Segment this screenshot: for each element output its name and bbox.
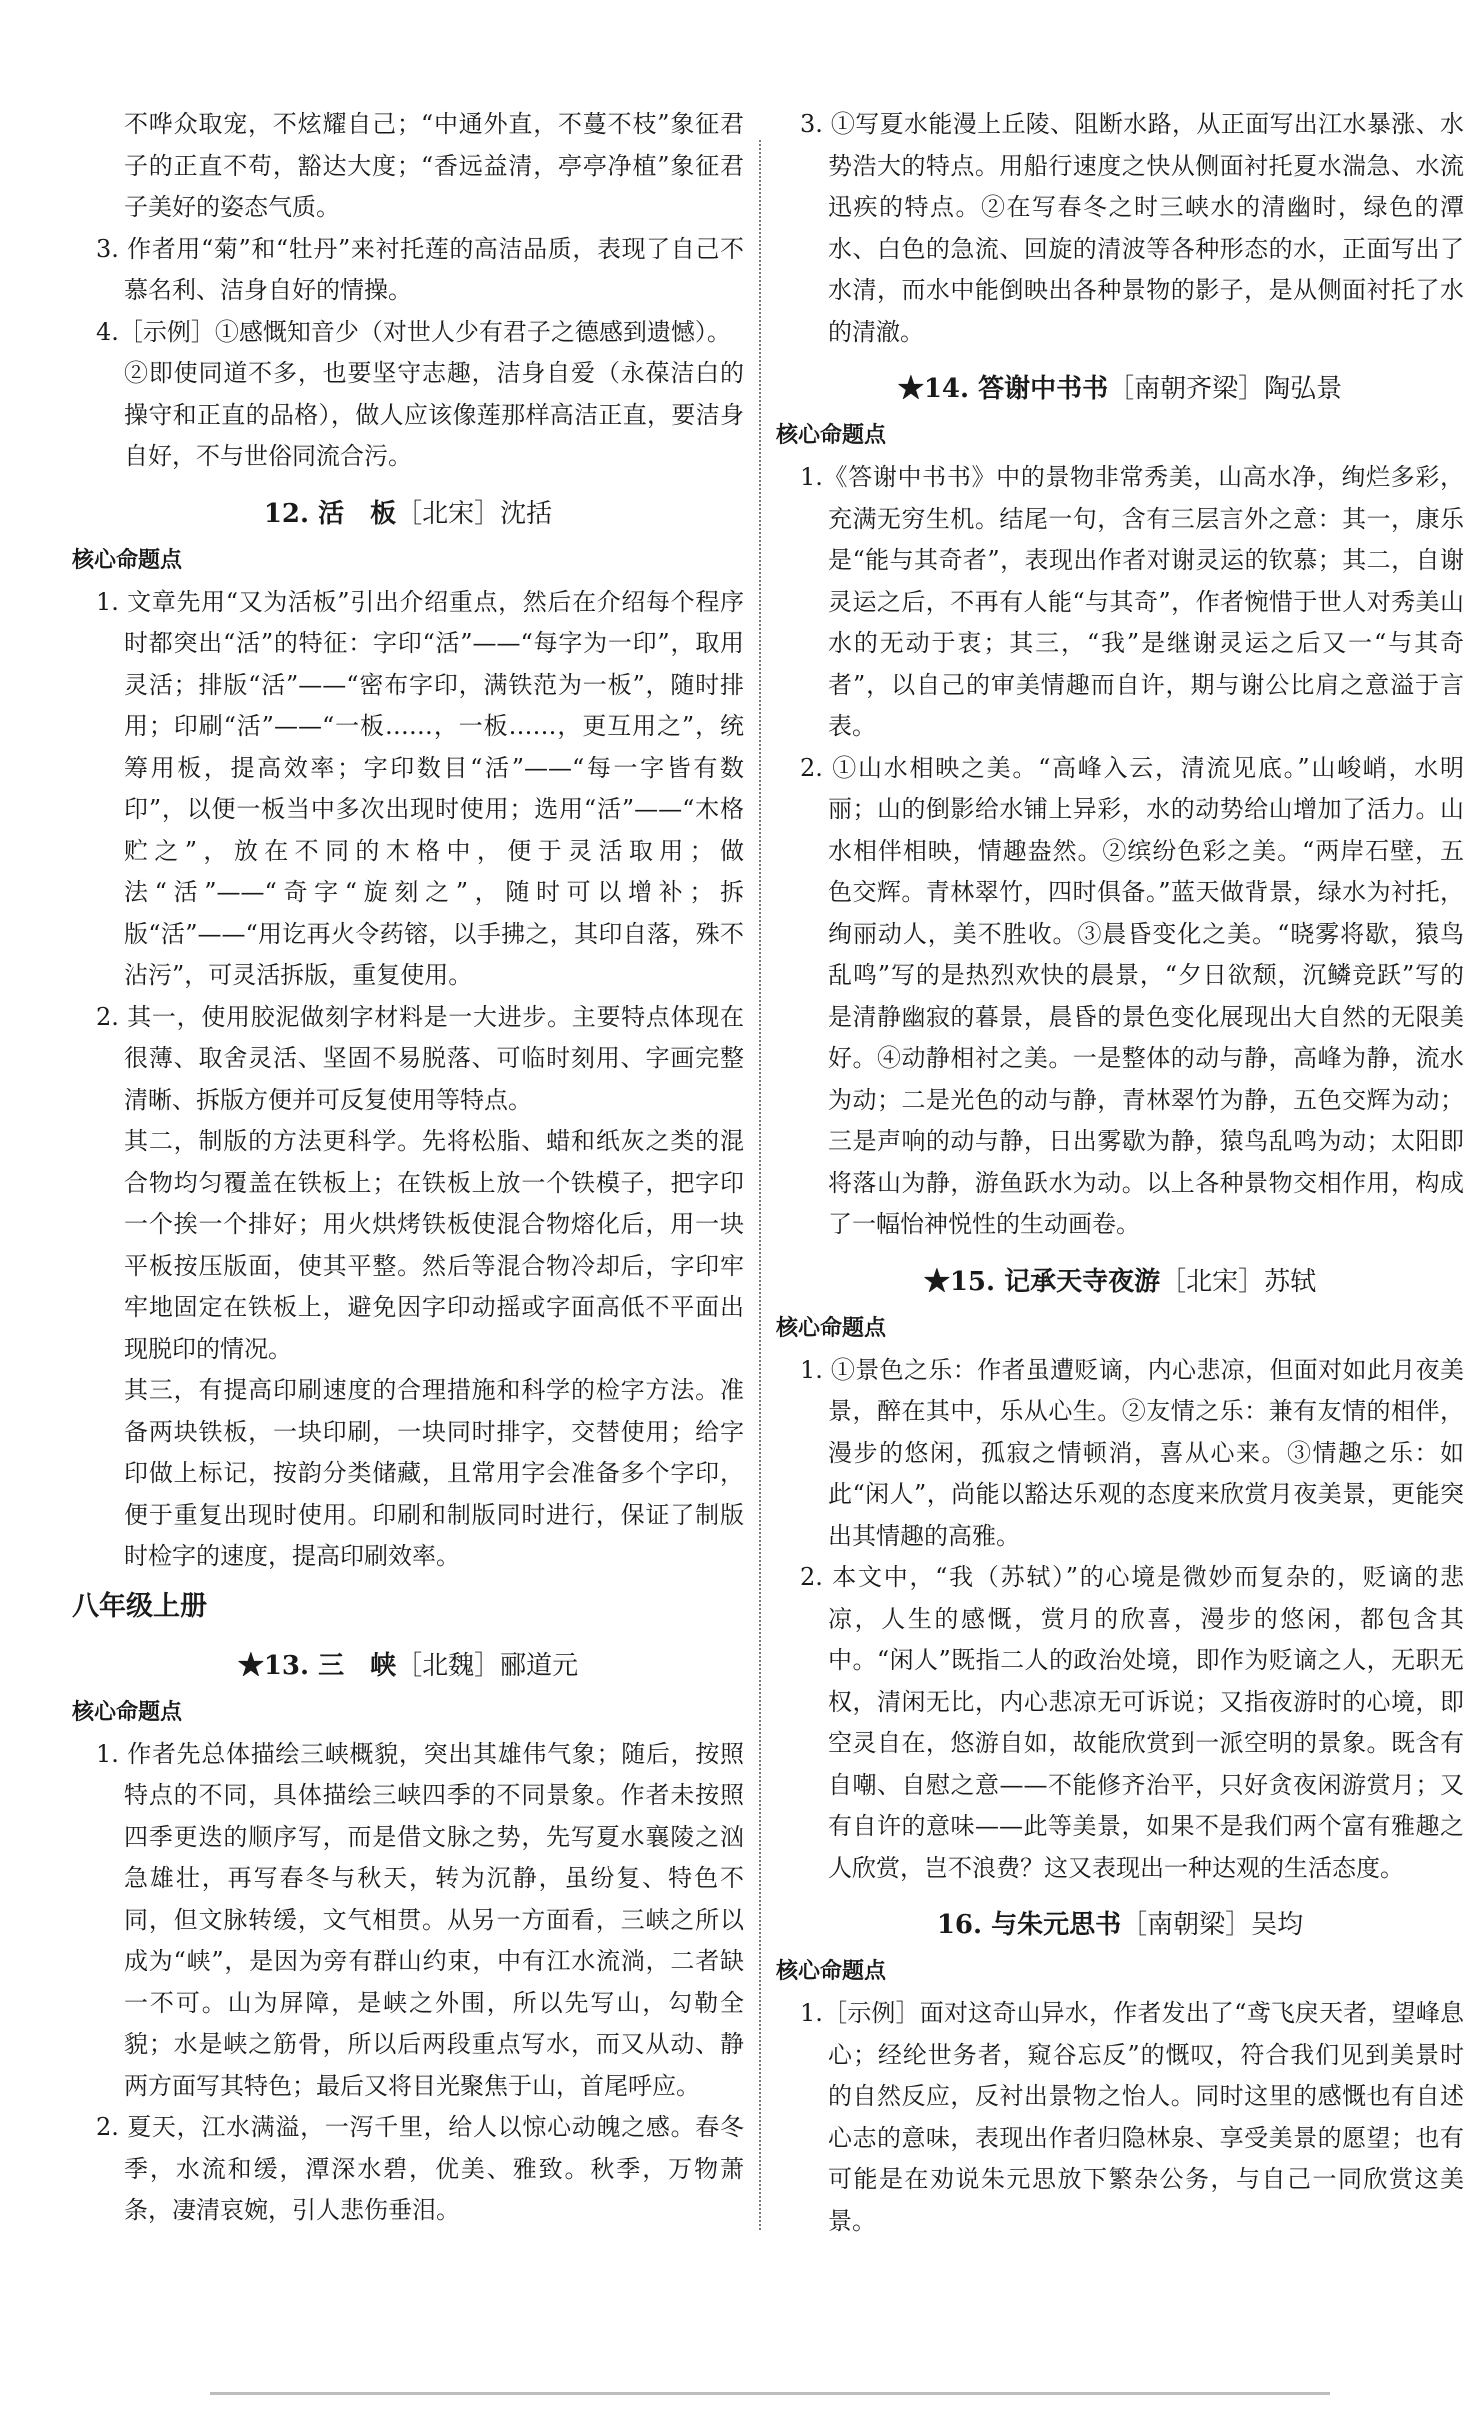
section-13-title: ★13. 三 峡 xyxy=(237,1650,397,1681)
section-12-title-row xyxy=(72,492,744,536)
section-16-title: 16. 与朱元思书 xyxy=(936,1910,1122,1940)
section-13-item-1: 1. 作者先总体描绘三峡概貌，突出其雄伟气象；随后，按照特点的不同，具体描绘三峡四季的不同景象。作者未按照四季更迭的顺序写，而是借文脉之势，先写夏水襄陵之汹急雄壮，再写春冬与秋天，转为沉静，虽纷复、特色不同，但文脉转缓，文气相贯。从另一方面看，三峡之所以成为“峡”，是因为旁有群山约束，中有江水流淌，二者缺一不可。山为屏障，是峡之外围，所以先写山，勾勒全貌；水是峡之筋骨，所以后两段重点写水，而又从动、静两方面写其特色；最后又将目光聚焦于山，首尾呼应。 xyxy=(96,1739,744,2100)
section-14-author: ［南朝齐梁］陶弘景 xyxy=(1108,374,1343,404)
section-12-item-2b: 其二，制版的方法更科学。先将松脂、蜡和纸灰之类的混合物均匀覆盖在铁板上；在铁板上放一个铁模子，把字印一个挨一个排好；用火烘烤铁板使混合物熔化后，用一块平板按压版面，使其平整。然后等混合物冷却后，字印牢牢地固定在铁板上，避免因字印动摇或字面高低不平面出现脱印的情况。 xyxy=(124,1127,744,1363)
section-16-subheading: 核心命题点 xyxy=(776,1959,887,1984)
intro-item-4a: 4.［示例］①感慨知音少（对世人少有君子之德感到遗憾）。 xyxy=(96,317,731,346)
section-15-author: ［北宋］苏轼 xyxy=(1160,1266,1317,1297)
left-column xyxy=(72,104,744,2304)
section-14-item-2: 2. ①山水相映之美。“高峰入云，清流见底。”山峻峭，水明丽；山的倒影给水铺上异彩，水的动势给山增加了活力。山水相伴相映，情趣盎然。②缤纷色彩之美。“两岸石壁，五色交辉。青林翠竹，四时俱备。”蓝天做背景，绿水为衬托，绚丽动人，美不胜收。③晨昏变化之美。“晓雾将歇，猿鸟乱鸣”写的是热烈欢快的晨景，“夕日欲颓，沉鳞竞跃”写的是清静幽寂的暮景，晨昏的景色变化展现出大自然的无限美好。④动静相衬之美。一是整体的动与静，高峰为静，流水为动；二是光色的动与静，青林翠竹为静，五色交辉为动；三是声响的动与静，日出雾歇为静，猿鸟乱鸣为动；太阳即将落山为静，游鱼跃水为动。以上各种景物交相作用，构成了一幅怡神悦性的生动画卷。 xyxy=(800,753,1464,1238)
section-12-item-2: 2. 其一，使用胶泥做刻字材料是一大进步。主要特点体现在很薄、取舍灵活、坚固不易脱落、可临时刻用、字画完整清晰、拆版方便并可反复使用等特点。 xyxy=(96,1002,744,1114)
section-14-subheading: 核心命题点 xyxy=(776,423,887,448)
section-14-item-1: 1.《答谢中书书》中的景物非常秀美，山高水净，绚烂多彩，充满无穷生机。结尾一句，含有三层言外之意：其一，康乐是“能与其奇者”，表现出作者对谢灵运的钦慕；其二，自谢灵运之后，不再有人能“与其奇”，作者惋惜于世人对秀美山水的无动于衷；其三，“我”是继谢灵运之后又一“与其奇者”，以自己的审美情趣而自许，期与谢公比肩之意溢于言表。 xyxy=(800,463,1464,740)
intro-paragraph: 不哗众取宠，不炫耀自己；“中通外直，不蔓不枝”象征君子的正直不苟，豁达大度；“香远益清，亭亭净植”象征君子美好的姿态气质。 xyxy=(124,110,744,221)
section-15-subheading: 核心命题点 xyxy=(776,1315,887,1341)
intro-item-3: 3. 作者用“菊”和“牡丹”来衬托莲的高洁品质，表现了自己不慕名利、洁身自好的情操。 xyxy=(96,234,744,304)
section-15-item-1: 1. ①景色之乐：作者虽遭贬谪，内心悲凉，但面对如此月夜美景，醉在其中，乐从心生。②友情之乐：兼有友情的相伴，漫步的悠闲，孤寂之情顿消，喜从心来。③情趣之乐：如此“闲人”，尚能以豁达乐观的态度来欣赏月夜美景，更能突出其情趣的高雅。 xyxy=(800,1355,1464,1550)
right-column xyxy=(776,104,1464,2304)
section-15-item-2: 2. 本文中，“我（苏轼）”的心境是微妙而复杂的，贬谪的悲凉，人生的感慨，赏月的欣喜，漫步的悠闲，都包含其中。“闲人”既指二人的政治处境，即作为贬谪之人，无职无权，清闲无比，内心悲凉无可诉说；又指夜游时的心境，即空灵自在，悠游自如，故能欣赏到一派空明的景象。既含有自嘲、自慰之意——不能修齐治平，只好贪夜闲游赏月；又有自许的意味——此等美景，如果不是我们两个富有雅趣之人欣赏，岂不浪费？这又表现出一种达观的生活态度。 xyxy=(800,1563,1464,1882)
column-divider xyxy=(759,140,761,2230)
section-12-item-1: 1. 文章先用“又为活板”引出介绍重点，然后在介绍每个程序时都突出“活”的特征：字印“活”——“每字为一印”，取用灵活；排版“活”——“密布字印，满铁范为一板”，随时排用；印刷“活”——“一板……，一板……，更互用之”，统筹用板，提高效率；字印数目“活”——“每一字皆有数印”，以便一板当中多次出现时使用；选用“活”——“木格贮之”，放在不同的木格中，便于灵活取用；做法“活”——“奇字“旋刻之”，随时可以增补；拆版“活”——“用讫再火令药镕，以手拂之，其印自落，殊不沾污”，可灵活拆版，重复使用。 xyxy=(96,587,744,989)
section-14-title-row xyxy=(776,367,1464,411)
intro-item-4b: ②即使同道不多，也要坚守志趣，洁身自爱（永葆洁白的操守和正直的品格），做人应该像莲那样高洁正直，要洁身自好，不与世俗同流合污。 xyxy=(124,359,744,470)
section-15-title-row xyxy=(776,1260,1464,1304)
section-12-title: 12. 活 板 xyxy=(263,498,397,529)
section-13-author: ［北魏］郦道元 xyxy=(396,1650,579,1681)
section-12-subheading: 核心命题点 xyxy=(72,547,183,573)
section-13-item-2: 2. 夏天，江水满溢，一泻千里，给人以惊心动魄之感。春冬季，水流和缓，潭深水碧，优美、雅致。秋季，万物萧条，凄清哀婉，引人悲伤垂泪。 xyxy=(96,2113,744,2224)
section-12-item-2c: 其三，有提高印刷速度的合理措施和科学的检字方法。准备两块铁板，一块印刷，一块同时排字，交替使用；给字印做上标记，按韵分类储藏，且常用字会准备多个字印，便于重复出现时使用。印刷和制版同时进行，保证了制版时检字的速度，提高印刷效率。 xyxy=(124,1376,744,1570)
grade-heading: 八年级上册 xyxy=(72,1590,207,1622)
section-16-title-row xyxy=(776,1903,1464,1947)
section-13-item-3: 3. ①写夏水能漫上丘陵、阻断水路，从正面写出江水暴涨、水势浩大的特点。用船行速度之快从侧面衬托夏水湍急、水流迅疾的特点。②在写春冬之时三峡水的清幽时，绿色的潭水、白色的急流、回旋的清波等各种形态的水，正面写出了水清，而水中能倒映出各种景物的影子，是从侧面衬托了水的清澈。 xyxy=(800,110,1464,346)
section-14-title: ★14. 答谢中书书 xyxy=(897,374,1109,404)
section-16-item-1: 1.［示例］面对这奇山异水，作者发出了“鸢飞戾天者，望峰息心；经纶世务者，窥谷忘反”的慨叹，符合我们见到美景时的自然反应，反衬出景物之怡人。同时这里的感慨也有自述心志的意味，表现出作者归隐林泉、享受美景的愿望；也有可能是在劝说朱元思放下繁杂公务，与自己一同欣赏这美景。 xyxy=(800,1999,1464,2235)
section-15-title: ★15. 记承天寺夜游 xyxy=(923,1266,1161,1297)
section-13-title-row xyxy=(72,1644,744,1688)
section-16-author: ［南朝梁］吴均 xyxy=(1121,1910,1304,1940)
page-bottom-edge xyxy=(210,2392,1330,2395)
section-12-author: ［北宋］沈括 xyxy=(396,498,553,529)
section-13-subheading: 核心命题点 xyxy=(72,1699,183,1725)
